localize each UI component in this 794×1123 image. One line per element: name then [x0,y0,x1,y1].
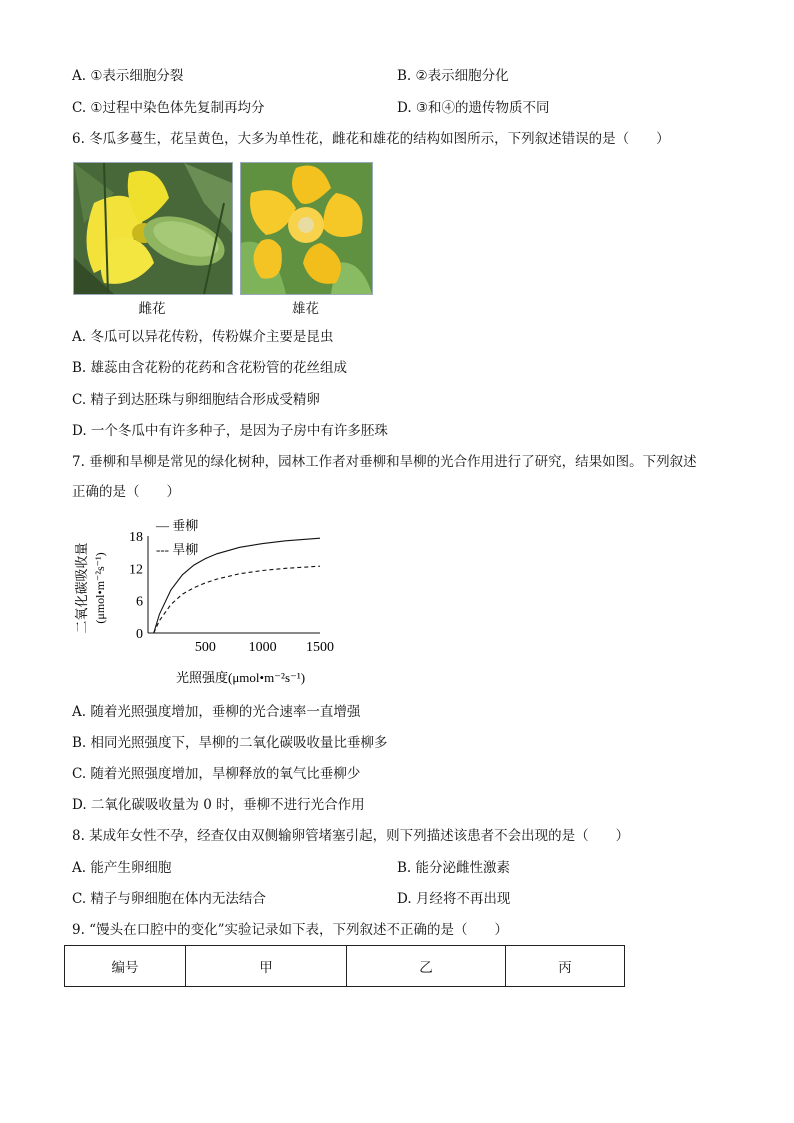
table-header-cell: 乙 [347,946,506,987]
x-tick-label: 1000 [248,640,277,655]
caption-male-flower: 雄花 [292,301,319,317]
x-axis-label: 光照强度(μmol•m⁻²s⁻¹) [176,670,306,685]
male-flower-image [241,163,372,294]
q7-option-d: D. 二氧化碳吸收量为 0 时，垂柳不进行光合作用 [72,797,365,813]
q7-option-b: B. 相同光照强度下，旱柳的二氧化碳吸收量比垂柳多 [72,735,388,751]
q8-stem: 8. 某成年女性不孕，经查仅由双侧输卵管堵塞引起，则下列描述该患者不会出现的是（ ） [72,828,630,844]
q7-stem-line1: 7. 垂柳和旱柳是常见的绿化树种，园林工作者对垂柳和旱柳的光合作用进行了研究，结果如图。下列叙述 [72,454,697,470]
q6-option-d: D. 一个冬瓜中有许多种子，是因为子房中有许多胚珠 [72,423,388,439]
x-tick-label: 1500 [306,640,334,655]
photosynthesis-chart [64,512,364,692]
series-line-dashed [154,566,320,633]
q6-option-a: A. 冬瓜可以异花传粉，传粉媒介主要是昆虫 [72,329,334,345]
table-header-cell: 丙 [506,946,625,987]
q9-stem: 9. “馒头在口腔中的变化”实验记录如下表，下列叙述不正确的是（ ） [72,922,508,938]
y-axis-label: 二氧化碳吸收量 [74,542,89,634]
q8-option-a: A. 能产生卵细胞 [72,860,172,876]
q5-option-c: C. ①过程中染色体先复制再均分 [72,100,265,116]
q6-stem: 6. 冬瓜多蔓生，花呈黄色，大多为单性花，雌花和雄花的结构如图所示，下列叙述错误的是（ ） [72,131,670,147]
y-tick-label: 0 [136,627,143,642]
table-row [65,946,625,987]
y-tick-label: 6 [136,594,143,610]
female-flower-image [74,163,232,294]
q7-option-c: C. 随着光照强度增加，旱柳释放的氧气比垂柳少 [72,766,361,782]
caption-female-flower: 雌花 [138,301,166,317]
q5-option-b: B. ②表示细胞分化 [397,68,509,84]
experiment-table [64,945,625,987]
table-header-cell: 甲 [186,946,347,987]
y-tick-label: 12 [129,562,143,578]
legend-entry-dashed: --- 旱柳 [156,542,199,557]
q8-option-c: C. 精子与卵细胞在体内无法结合 [72,891,266,907]
q7-stem-line2: 正确的是（ ） [72,484,180,500]
x-tick-label: 500 [194,640,216,655]
y-axis-unit: (μmol•m⁻²s⁻¹) [93,552,107,624]
q8-option-b: B. 能分泌雌性激素 [397,860,511,876]
table-header-cell: 编号 [65,946,186,987]
q7-option-a: A. 随着光照强度增加，垂柳的光合速率一直增强 [72,704,361,720]
q6-option-b: B. 雄蕊由含花粉的花药和含花粉管的花丝组成 [72,360,348,376]
q8-option-d: D. 月经将不再出现 [397,891,511,907]
q5-option-d: D. ③和④的遗传物质不同 [397,100,550,116]
male-flower-photo [240,162,373,295]
y-tick-label: 18 [129,530,143,545]
q6-option-c: C. 精子到达胚珠与卵细胞结合形成受精卵 [72,392,320,408]
q5-option-a: A. ①表示细胞分裂 [72,68,184,84]
legend-entry-solid: — 垂柳 [156,518,199,533]
female-flower-photo [73,162,233,295]
